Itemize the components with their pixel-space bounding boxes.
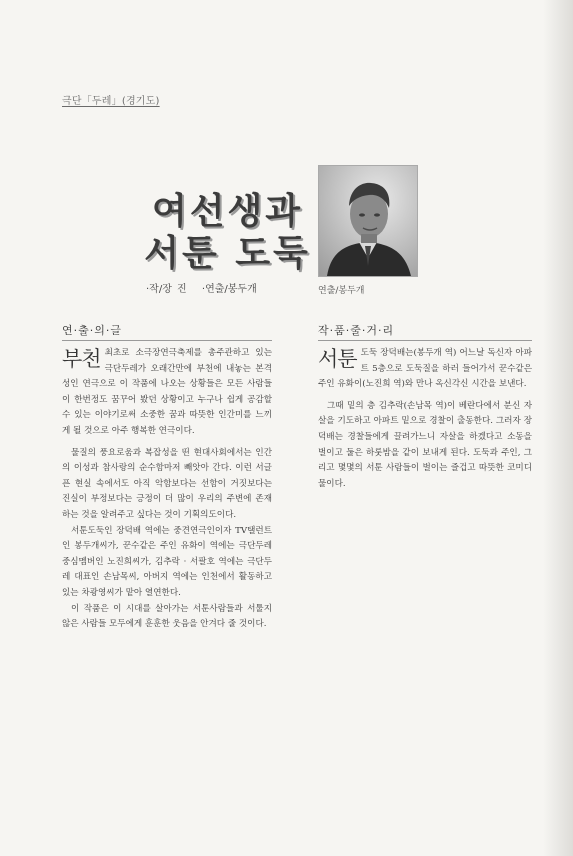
direction-intent-rule [62, 340, 272, 341]
credit-director: ·연출/봉두개 [201, 284, 257, 295]
play-title-line-1: 여선생과 [151, 190, 304, 232]
direction-intent-dropcap: 부천 [62, 347, 101, 371]
play-title-line-2: 서툰 도둑 [144, 232, 311, 274]
synopsis-heading: 작·품·줄·거·리 [318, 324, 395, 337]
direction-intent-paragraph-2: 물질의 풍요로움과 복잡성을 띤 현대사회에서는 인간의 이성과 참사랑의 순수함마저 빼앗아 간다. 이런 서글픈 현실 속에서도 아직 악함보다는 선함이 거짓보다는 진실이 부정보다는 긍정이 더 많이 우리의 주변에 존재하는 것을 알려주고 싶다는 것이 기획의도이다. [62, 447, 272, 520]
credit-author: ·작/장 진 [146, 284, 187, 295]
synopsis-paragraph-1: 도둑 장덕배는(봉두개 역) 어느날 독신자 아파트 5층으로 도둑질을 하러 들어가서 꾼수같은 주인 유화이(노진희 역)와 만나 옥신각신 시간을 보낸다. [318, 348, 532, 390]
troupe-header: 극단「두레」(경기도) [62, 96, 160, 107]
direction-intent-paragraph-4: 이 작품은 이 시대를 살아가는 서툰사람들과 서툴지 않은 사람들 모두에게 훈훈한 웃음을 안겨다 줄 것이다. [62, 603, 272, 630]
synopsis-paragraph-2: 그때 밑의 층 김추락(손남목 역)이 베란다에서 분신 자살을 기도하고 아파트 밑으로 경찰이 출동한다. 그러자 장덕배는 경찰들에게 끌려가느니 자살을 하겠다고 소동을 벌이고 둘은 하룻밤을 같이 보내게 된다. 도둑과 주인, 그리고 몇몇의 서툰 사람들이 벌이는 즐겁고 따뜻한 코미디 물이다. [318, 400, 532, 489]
director-portrait-image [319, 166, 417, 276]
photo-caption: 연출/봉두개 [318, 286, 365, 296]
credits [146, 280, 267, 295]
direction-intent-body [62, 346, 272, 633]
direction-intent-paragraph-3: 서툰도둑인 장덕배 역에는 중견연극인이자 TV탤런트인 봉두개씨가, 꾼수같은 주인 유화이 역에는 극단두레 중심멤버인 노진희씨가, 김추락 · 서팔호 역에는 극단두레 대표인 손남목씨, 아버지 역에는 인천에서 활동하고 있는 차광영씨가 맡아 열연한다. [62, 525, 272, 598]
synopsis-dropcap: 서툰 [318, 347, 357, 371]
play-title [140, 190, 315, 274]
director-photo [318, 165, 418, 277]
synopsis-rule [318, 340, 532, 341]
synopsis-body [318, 346, 532, 492]
direction-intent-paragraph-1: 최초로 소극장연극축제를 총주관하고 있는 극단두레가 오래간만에 부천에 내놓는 본격성인 연극으로 이 작품에 나오는 상황들은 모든 사람들이 한번정도 꿈꾸어 봤던 상황이고 누구나 쉽게 공감할 수 있는 이야기로써 소중한 꿈과 따뜻한 인간미를 느끼게 될 것으로 아주 행복한 연극이다. [62, 348, 272, 436]
direction-intent-heading: 연·출·의·글 [62, 324, 122, 337]
page-spine-shadow [543, 0, 573, 856]
